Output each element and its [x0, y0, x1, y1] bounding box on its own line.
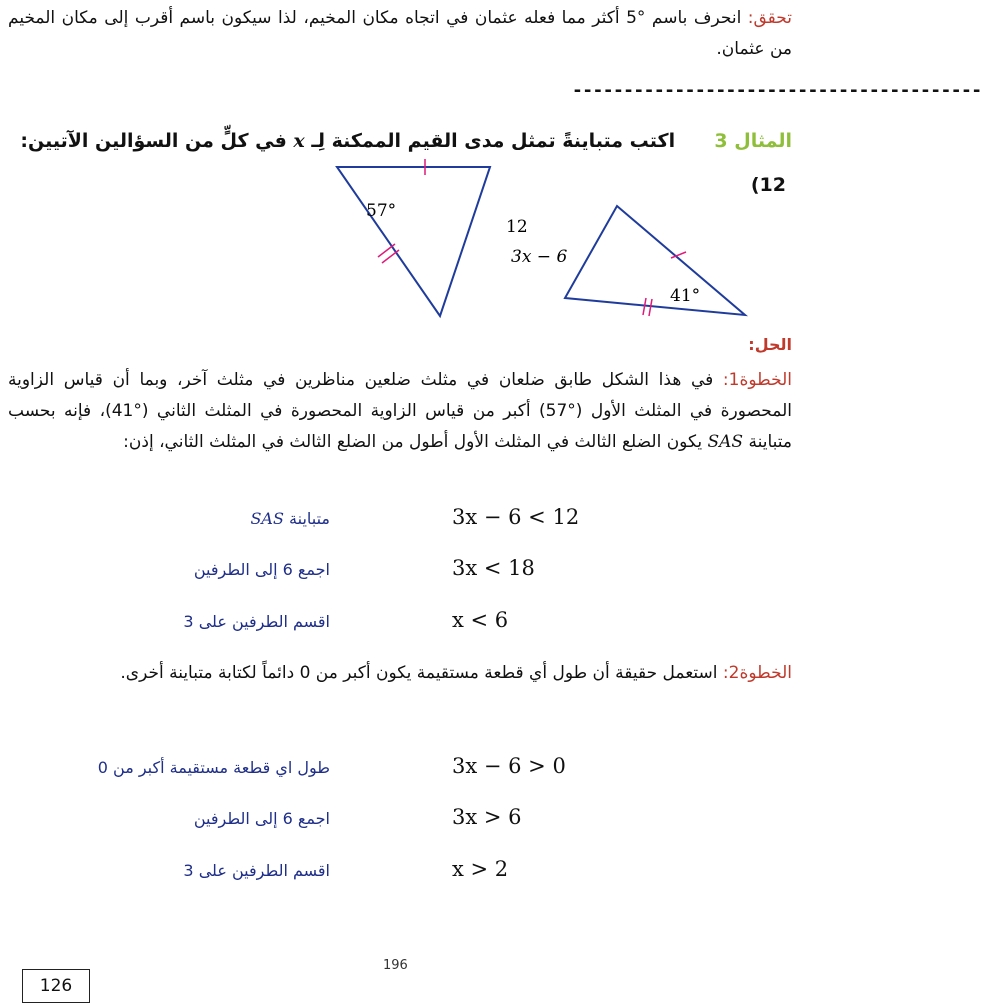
- solution-label: الحل:: [748, 335, 792, 354]
- check-text: انحرف باسم °5 أكثر مما فعله عثمان في اتجاه مكان المخيم، لذا سيكون باسم أقرب إلى مكان المخيم من عثمان.: [8, 8, 792, 59]
- angle-41-label: 41°: [670, 286, 701, 306]
- reason-text: متباينة: [283, 509, 330, 528]
- reason-text: اجمع 6 إلى الطرفين: [193, 809, 330, 828]
- check-label: تحقق:: [747, 8, 792, 28]
- step2-row-2: [0, 805, 800, 839]
- example-question-suffix: في كلٍّ من السؤالين الآتيين:: [20, 130, 294, 152]
- triangle-right-shape: [565, 206, 745, 315]
- step2-row-3: [0, 857, 800, 891]
- inequality-reason: [194, 809, 330, 828]
- inequality-expression: x < 6: [452, 608, 509, 632]
- check-paragraph: [8, 3, 792, 65]
- inequality-reason: [183, 861, 330, 880]
- separator-line: ----------------------------------------: [572, 80, 981, 101]
- inequality-expression: x > 2: [452, 857, 509, 881]
- step1-paragraph: [8, 365, 792, 458]
- step1-row-3: [0, 608, 800, 642]
- triangle-left-shape: [337, 167, 490, 316]
- page-number: 196: [383, 958, 408, 973]
- step1-text-b: يكون الضلع الثالث في المثلث الأول أطول من الضلع الثالث في المثلث الثاني، إذن:: [123, 432, 708, 452]
- inequality-expression: 3x − 6 > 0: [452, 754, 566, 778]
- step1-label: الخطوة1:: [722, 370, 792, 390]
- question-number: (12: [750, 174, 786, 196]
- reason-text: اقسم الطرفين على 3: [183, 612, 330, 631]
- step2-paragraph: [8, 658, 792, 689]
- inequality-expression: 3x − 6 < 12: [452, 505, 580, 529]
- side-3x-6-label: 3x − 6: [511, 247, 568, 267]
- inequality-expression: 3x < 18: [452, 556, 535, 580]
- reason-text: اقسم الطرفين على 3: [183, 861, 330, 880]
- reason-text: اجمع 6 إلى الطرفين: [193, 560, 330, 579]
- inequality-reason: [250, 509, 330, 528]
- step2-row-1: [0, 754, 800, 788]
- side-12-label: 12: [506, 217, 528, 237]
- example-question-var: x: [293, 130, 305, 152]
- step1-text-a: في هذا الشكل طابق ضلعان في مثلث ضلعين مناظرين في مثلث آخر، وبما أن قياس الزاوية المحصورة في المثلث الأول (°57) أكبر من قياس الزاوية المحصورة في المثلث الثاني (°41)، فإنه بحسب متباينة: [8, 370, 792, 452]
- book-page-box: 126: [22, 969, 90, 1003]
- step2-text: استعمل حقيقة أن طول أي قطعة مستقيمة يكون أكبر من 0 دائماً لكتابة متباينة أخرى.: [120, 663, 723, 683]
- step1-row-1: [0, 505, 800, 539]
- reason-math: SAS: [250, 509, 284, 528]
- step1-sas: SAS: [707, 432, 744, 452]
- inequality-reason: [183, 612, 330, 631]
- inequality-expression: 3x > 6: [452, 805, 522, 829]
- triangles-figure: [0, 140, 800, 330]
- reason-text: طول اي قطعة مستقيمة أكبر من 0: [97, 758, 330, 777]
- triangle-right: [511, 206, 745, 316]
- step1-row-2: [0, 556, 800, 590]
- tick-mark-double-right-b: [649, 299, 652, 316]
- example-label: المثال 3: [714, 130, 792, 152]
- step2-label: الخطوة2:: [722, 663, 792, 683]
- triangle-left: [337, 159, 528, 316]
- inequality-reason: [98, 758, 330, 777]
- angle-57-label: 57°: [366, 201, 397, 221]
- example-question-prefix: اكتب متباينةً تمثل مدى القيم الممكنة لِـ: [311, 130, 676, 152]
- inequality-reason: [194, 560, 330, 579]
